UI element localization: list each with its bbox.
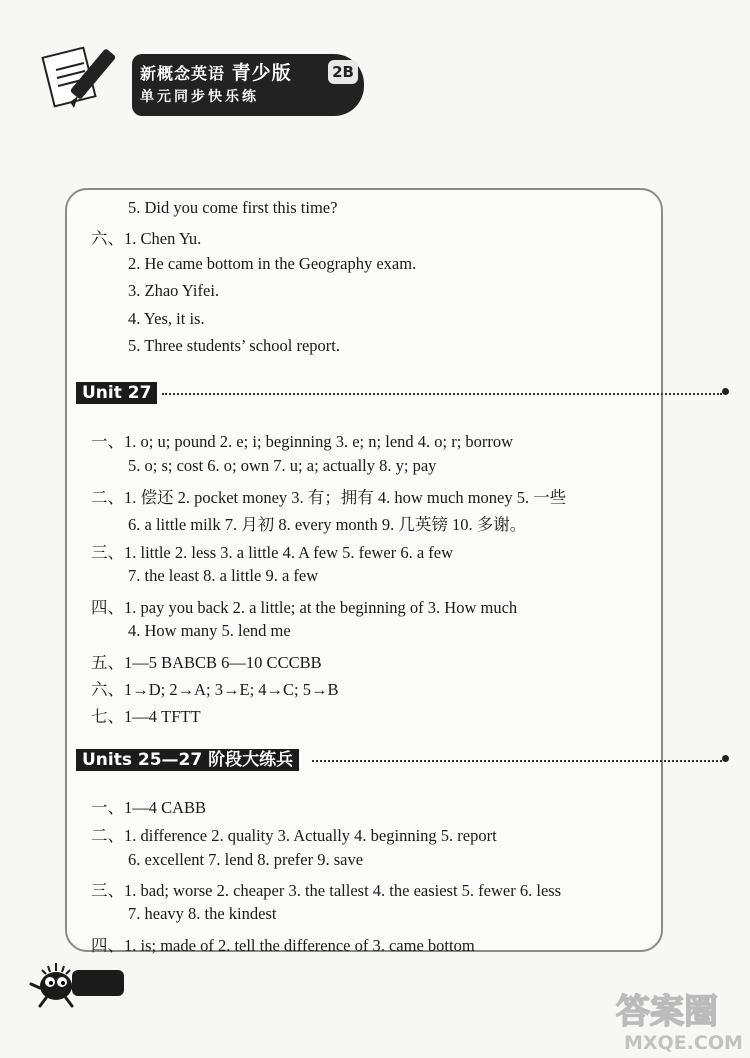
answer-line: 七、1—4 TFTT <box>91 707 201 726</box>
answer-line: 3. Zhao Yifei. <box>128 281 220 300</box>
answer-line: 5. o; s; cost 6. o; own 7. u; a; actually 8. y; pay <box>128 456 437 475</box>
answer-line: 四、1. is; made of 2. tell the difference of 3. came bottom <box>91 936 475 955</box>
page-number-tab <box>72 970 124 996</box>
rule-end-dot <box>722 755 729 762</box>
answer-line: 六、1. Chen Yu. <box>91 229 202 248</box>
banner-subtitle: 单元同步快乐练 <box>140 89 259 105</box>
answer-line: 五、1—5 BABCB 6—10 CCCBB <box>91 653 322 672</box>
answer-line: 5. Did you come first this time? <box>128 198 338 217</box>
dotted-rule <box>162 393 722 395</box>
section-title: Units 25—27 阶段大练兵 <box>76 749 299 771</box>
answer-line: 二、1. 偿还 2. pocket money 3. 有；拥有 4. how much money 5. 一些 <box>91 488 567 507</box>
answer-line: 6. excellent 7. lend 8. prefer 9. save <box>128 850 364 869</box>
answer-line: 四、1. pay you back 2. a little; at the beginning of 3. How much <box>91 598 518 617</box>
section-header-units-review <box>76 749 299 771</box>
section-header-unit27 <box>76 382 157 404</box>
banner-title <box>140 58 292 85</box>
banner-title-main: 新概念英语 <box>140 64 226 83</box>
answer-line: 6. a little milk 7. 月初 8. every month 9. 几英镑 10. 多谢。 <box>128 515 527 534</box>
answer-line: 4. How many 5. lend me <box>128 621 291 640</box>
answer-line: 三、1. bad; worse 2. cheaper 3. the tallest 4. the easiest 5. fewer 6. less <box>91 881 562 900</box>
grade-badge: 2B <box>328 60 358 84</box>
answer-line: 二、1. difference 2. quality 3. Actually 4. beginning 5. report <box>91 826 497 845</box>
answer-line: 5. Three students’ school report. <box>128 336 341 355</box>
answer-line: 一、1—4 CABB <box>91 798 207 817</box>
watermark-text: 答案圈 <box>616 992 718 1032</box>
dotted-rule <box>312 760 722 762</box>
answer-line: 2. He came bottom in the Geography exam. <box>128 254 417 273</box>
pencil-notepad-icon <box>40 38 140 118</box>
banner-title-edition: 青少版 <box>231 62 292 84</box>
section-title: Unit 27 <box>76 382 157 404</box>
answer-line: 7. the least 8. a little 9. a few <box>128 566 319 585</box>
answer-line: 六、1→D; 2→A; 3→E; 4→C; 5→B <box>91 680 339 699</box>
header-banner <box>40 38 354 118</box>
answer-line: 三、1. little 2. less 3. a little 4. A few 5. fewer 6. a few <box>91 543 454 562</box>
answer-line: 7. heavy 8. the kindest <box>128 904 277 923</box>
watermark-url: MXQE.COM <box>624 1032 743 1054</box>
watermark-logo <box>612 985 747 1055</box>
rule-end-dot <box>722 388 729 395</box>
answer-line: 一、1. o; u; pound 2. e; i; beginning 3. e; n; lend 4. o; r; borrow <box>91 432 514 451</box>
answer-line: 4. Yes, it is. <box>128 309 205 328</box>
